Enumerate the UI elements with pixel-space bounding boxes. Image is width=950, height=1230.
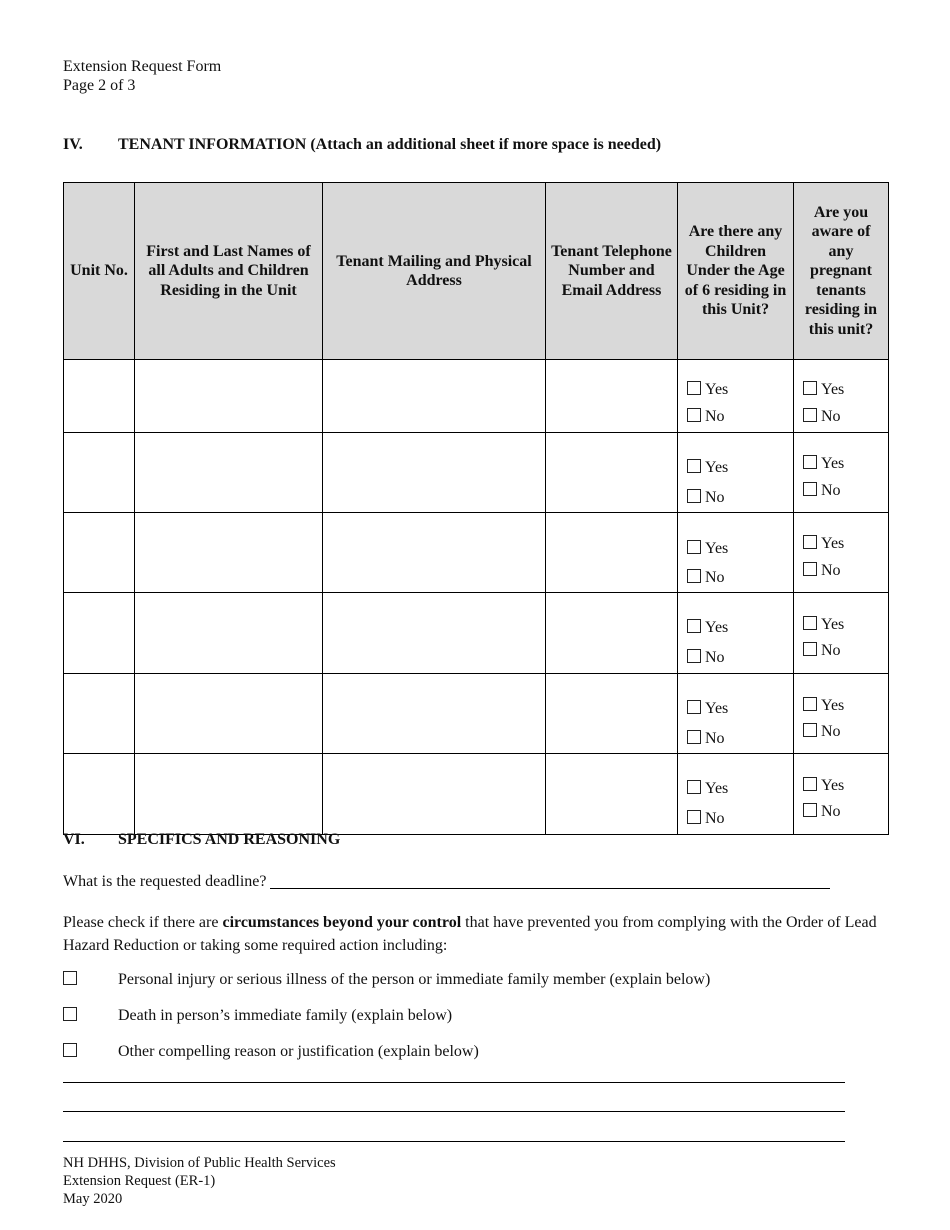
checkbox[interactable] [687, 780, 701, 794]
option-label: Yes [705, 619, 729, 636]
header-names: First and Last Names of all Adults and Children Residing in the Unit [135, 183, 323, 360]
checkbox[interactable] [687, 649, 701, 663]
option-label: Yes [705, 381, 729, 398]
checkbox[interactable] [803, 777, 817, 791]
section-number: VI. [63, 831, 85, 848]
checkbox[interactable] [803, 535, 817, 549]
option-no[interactable] [803, 723, 841, 741]
option-yes[interactable] [803, 455, 844, 473]
cell-address[interactable] [323, 360, 546, 433]
cell-unit-no[interactable] [64, 433, 135, 513]
cell-address[interactable] [323, 754, 546, 835]
option-label: Yes [705, 540, 729, 557]
form-title: Extension Request Form [63, 58, 222, 75]
checkbox[interactable] [803, 642, 817, 656]
cell-children-under-6 [678, 513, 794, 593]
option-label: No [705, 408, 725, 425]
checkbox[interactable] [803, 803, 817, 817]
section-iv-heading [63, 136, 661, 154]
footer-date: May 2020 [63, 1191, 123, 1207]
cell-pregnant-tenants [794, 433, 889, 513]
checkbox[interactable] [803, 408, 817, 422]
deadline-label: What is the requested deadline? [63, 873, 267, 890]
option-label: Yes [821, 455, 845, 472]
option-label: No [705, 730, 725, 747]
option-label: Other compelling reason or justification (explain below) [118, 1043, 479, 1060]
option-yes[interactable] [687, 459, 728, 477]
checkbox[interactable] [687, 408, 701, 422]
option-yes[interactable] [687, 619, 728, 637]
option-label: Death in person’s immediate family (explain below) [118, 1007, 453, 1024]
checkbox[interactable] [63, 971, 77, 985]
option-label: Yes [821, 697, 845, 714]
cell-pregnant-tenants [794, 754, 889, 835]
header-unit-no: Unit No. [64, 183, 135, 360]
checkbox[interactable] [687, 489, 701, 503]
checkbox[interactable] [687, 730, 701, 744]
cell-address[interactable] [323, 513, 546, 593]
option-no[interactable] [803, 642, 841, 660]
circumstances-emphasis: circumstances beyond your control [222, 914, 462, 931]
checkbox[interactable] [803, 723, 817, 737]
cell-telephone-email[interactable] [546, 433, 678, 513]
section-title: SPECIFICS AND REASONING [118, 831, 341, 848]
option-no[interactable] [803, 803, 841, 821]
checkbox[interactable] [687, 569, 701, 583]
header-pregnant-tenants: Are you aware of any pregnant tenants residing in this unit? [794, 183, 889, 360]
tenant-information-table [63, 182, 889, 835]
cell-unit-no[interactable] [64, 674, 135, 754]
checkbox[interactable] [803, 616, 817, 630]
cell-telephone-email[interactable] [546, 360, 678, 433]
header-telephone-email: Tenant Telephone Number and Email Address [546, 183, 678, 360]
option-yes[interactable] [687, 540, 728, 558]
option-yes[interactable] [687, 381, 728, 399]
checkbox[interactable] [687, 700, 701, 714]
option-label: Yes [821, 381, 845, 398]
cell-unit-no[interactable] [64, 513, 135, 593]
cell-telephone-email[interactable] [546, 674, 678, 754]
option-label: Yes [821, 535, 845, 552]
option-no[interactable] [687, 569, 725, 587]
section-number: IV. [63, 136, 83, 153]
cell-unit-no[interactable] [64, 593, 135, 674]
cell-children-under-6 [678, 593, 794, 674]
page-header [63, 57, 221, 95]
option-yes[interactable] [803, 697, 844, 715]
option-label: No [821, 723, 841, 740]
checkbox[interactable] [687, 540, 701, 554]
table-row [64, 433, 889, 513]
header-address: Tenant Mailing and Physical Address [323, 183, 546, 360]
table-row [64, 513, 889, 593]
option-no[interactable] [687, 489, 725, 507]
cell-children-under-6 [678, 674, 794, 754]
checkbox[interactable] [63, 1043, 77, 1057]
cell-pregnant-tenants [794, 674, 889, 754]
cell-names[interactable] [135, 754, 323, 835]
checkbox[interactable] [803, 697, 817, 711]
checkbox[interactable] [803, 562, 817, 576]
cell-children-under-6 [678, 433, 794, 513]
cell-pregnant-tenants [794, 513, 889, 593]
option-label: No [821, 803, 841, 820]
option-label: Yes [705, 459, 729, 476]
option-label: Personal injury or serious illness of the person or immediate family member (explain below) [118, 971, 711, 988]
explanation-line[interactable] [63, 1082, 845, 1083]
option-label: Yes [821, 777, 845, 794]
table-row [64, 593, 889, 674]
option-no[interactable] [803, 408, 841, 426]
footer-agency: NH DHHS, Division of Public Health Services [63, 1155, 336, 1171]
cell-pregnant-tenants [794, 360, 889, 433]
checkbox[interactable] [687, 619, 701, 633]
option-death-in-family[interactable] [63, 1007, 453, 1025]
option-yes[interactable] [687, 780, 728, 798]
deadline-input-line[interactable] [270, 872, 830, 889]
option-no[interactable] [687, 810, 725, 828]
checkbox[interactable] [687, 810, 701, 824]
option-label: No [705, 649, 725, 666]
explanation-line[interactable] [63, 1111, 845, 1112]
footer-form-id: Extension Request (ER-1) [63, 1173, 216, 1189]
cell-names[interactable] [135, 433, 323, 513]
cell-telephone-email[interactable] [546, 593, 678, 674]
option-yes[interactable] [803, 616, 844, 634]
circumstances-text: that have prevented you from complying with the Order of Lead Hazard Reduction or taking some required action including: [63, 914, 877, 954]
option-yes[interactable] [803, 777, 844, 795]
table-row [64, 360, 889, 433]
option-injury-illness[interactable] [63, 971, 711, 989]
cell-names[interactable] [135, 513, 323, 593]
cell-unit-no[interactable] [64, 360, 135, 433]
checkbox[interactable] [803, 381, 817, 395]
option-label: Yes [705, 700, 729, 717]
cell-children-under-6 [678, 754, 794, 835]
option-label: No [821, 408, 841, 425]
circumstances-text: Please check if there are [63, 914, 223, 931]
deadline-question [63, 872, 830, 891]
cell-address[interactable] [323, 674, 546, 754]
option-no[interactable] [803, 562, 841, 580]
option-label: No [821, 482, 841, 499]
checkbox[interactable] [63, 1007, 77, 1021]
option-label: No [705, 810, 725, 827]
option-no[interactable] [687, 408, 725, 426]
checkbox[interactable] [803, 455, 817, 469]
option-yes[interactable] [803, 381, 844, 399]
option-label: No [821, 562, 841, 579]
option-label: No [821, 642, 841, 659]
option-label: Yes [705, 780, 729, 797]
option-no[interactable] [687, 730, 725, 748]
checkbox[interactable] [687, 381, 701, 395]
table-row [64, 754, 889, 835]
cell-address[interactable] [323, 593, 546, 674]
cell-names[interactable] [135, 674, 323, 754]
section-title: TENANT INFORMATION (Attach an additional sheet if more space is needed) [118, 136, 662, 153]
cell-pregnant-tenants [794, 593, 889, 674]
option-other-reason[interactable] [63, 1043, 479, 1061]
cell-telephone-email[interactable] [546, 754, 678, 835]
checkbox[interactable] [803, 482, 817, 496]
checkbox[interactable] [687, 459, 701, 473]
cell-names[interactable] [135, 593, 323, 674]
option-yes[interactable] [803, 535, 844, 553]
header-children-under-6: Are there any Children Under the Age of 6 residing in this Unit? [678, 183, 794, 360]
option-label: No [705, 489, 725, 506]
option-yes[interactable] [687, 700, 728, 718]
option-label: No [705, 569, 725, 586]
option-no[interactable] [803, 482, 841, 500]
cell-address[interactable] [323, 433, 546, 513]
table-row [64, 674, 889, 754]
cell-telephone-email[interactable] [546, 513, 678, 593]
circumstances-paragraph [63, 911, 893, 957]
explanation-line[interactable] [63, 1141, 845, 1142]
page-number: Page 2 of 3 [63, 77, 136, 94]
cell-unit-no[interactable] [64, 754, 135, 835]
section-vi-heading [63, 831, 340, 849]
cell-names[interactable] [135, 360, 323, 433]
option-label: Yes [821, 616, 845, 633]
page-footer [63, 1154, 336, 1208]
cell-children-under-6 [678, 360, 794, 433]
option-no[interactable] [687, 649, 725, 667]
table-header-row [64, 183, 889, 360]
